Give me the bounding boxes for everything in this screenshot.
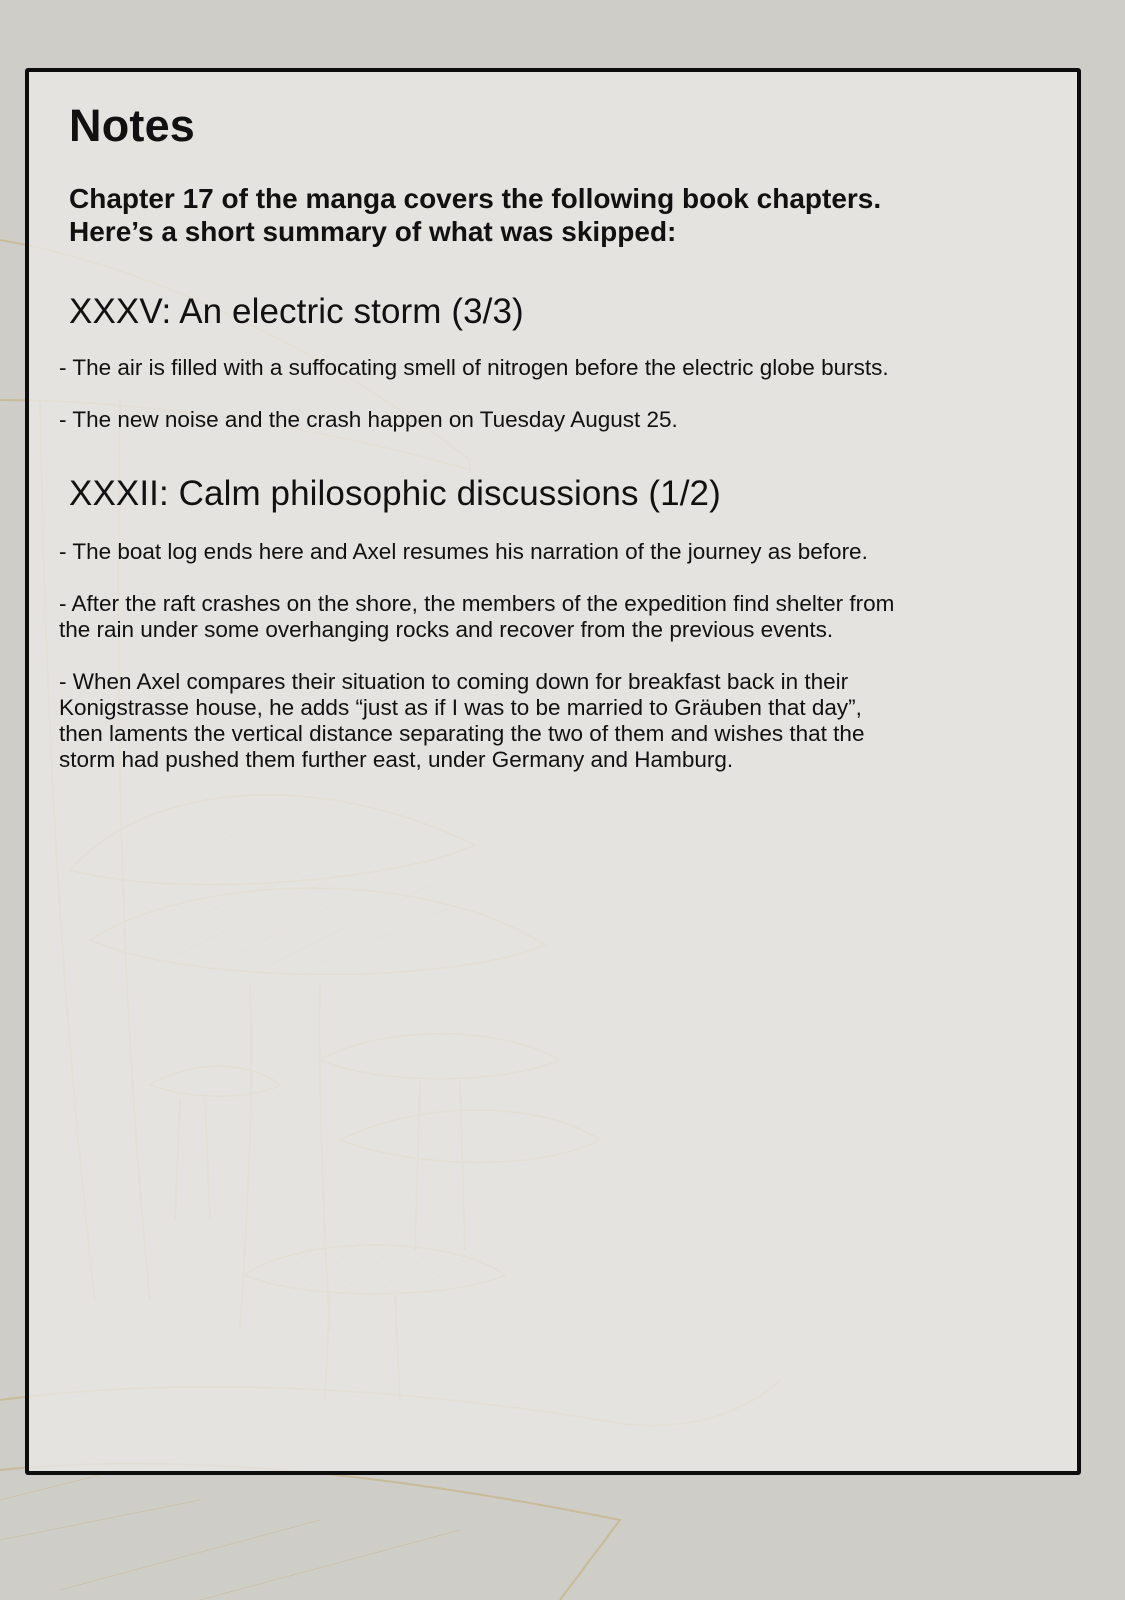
intro-line: Here’s a short summary of what was skipped: (69, 216, 677, 247)
intro-line: Chapter 17 of the manga covers the following book chapters. (69, 183, 882, 214)
note-item: - The air is filled with a suffocating smell of nitrogen before the electric globe bursts. (59, 355, 889, 380)
notes-panel (25, 68, 1081, 1475)
section-heading-philosophic-discussions: XXXII: Calm philosophic discussions (1/2) (69, 474, 721, 513)
page-title: Notes (69, 100, 196, 151)
note-item: - The new noise and the crash happen on Tuesday August 25. (59, 407, 678, 432)
note-item: - When Axel compares their situation to coming down for breakfast back in their Konigstrasse house, he adds “just as if I was to be married to Gräuben that day”, then laments the vertical distance separating the two of them and wishes that the storm had pushed them further east, under Germany and Hamburg. (59, 669, 865, 772)
intro-text (69, 182, 1049, 248)
note-item: - After the raft crashes on the shore, the members of the expedition find shelter from the rain under some overhanging rocks and recover from the previous events. (59, 591, 895, 642)
section-heading-electric-storm: XXXV: An electric storm (3/3) (69, 292, 524, 331)
note-item: - The boat log ends here and Axel resumes his narration of the journey as before. (59, 539, 868, 564)
